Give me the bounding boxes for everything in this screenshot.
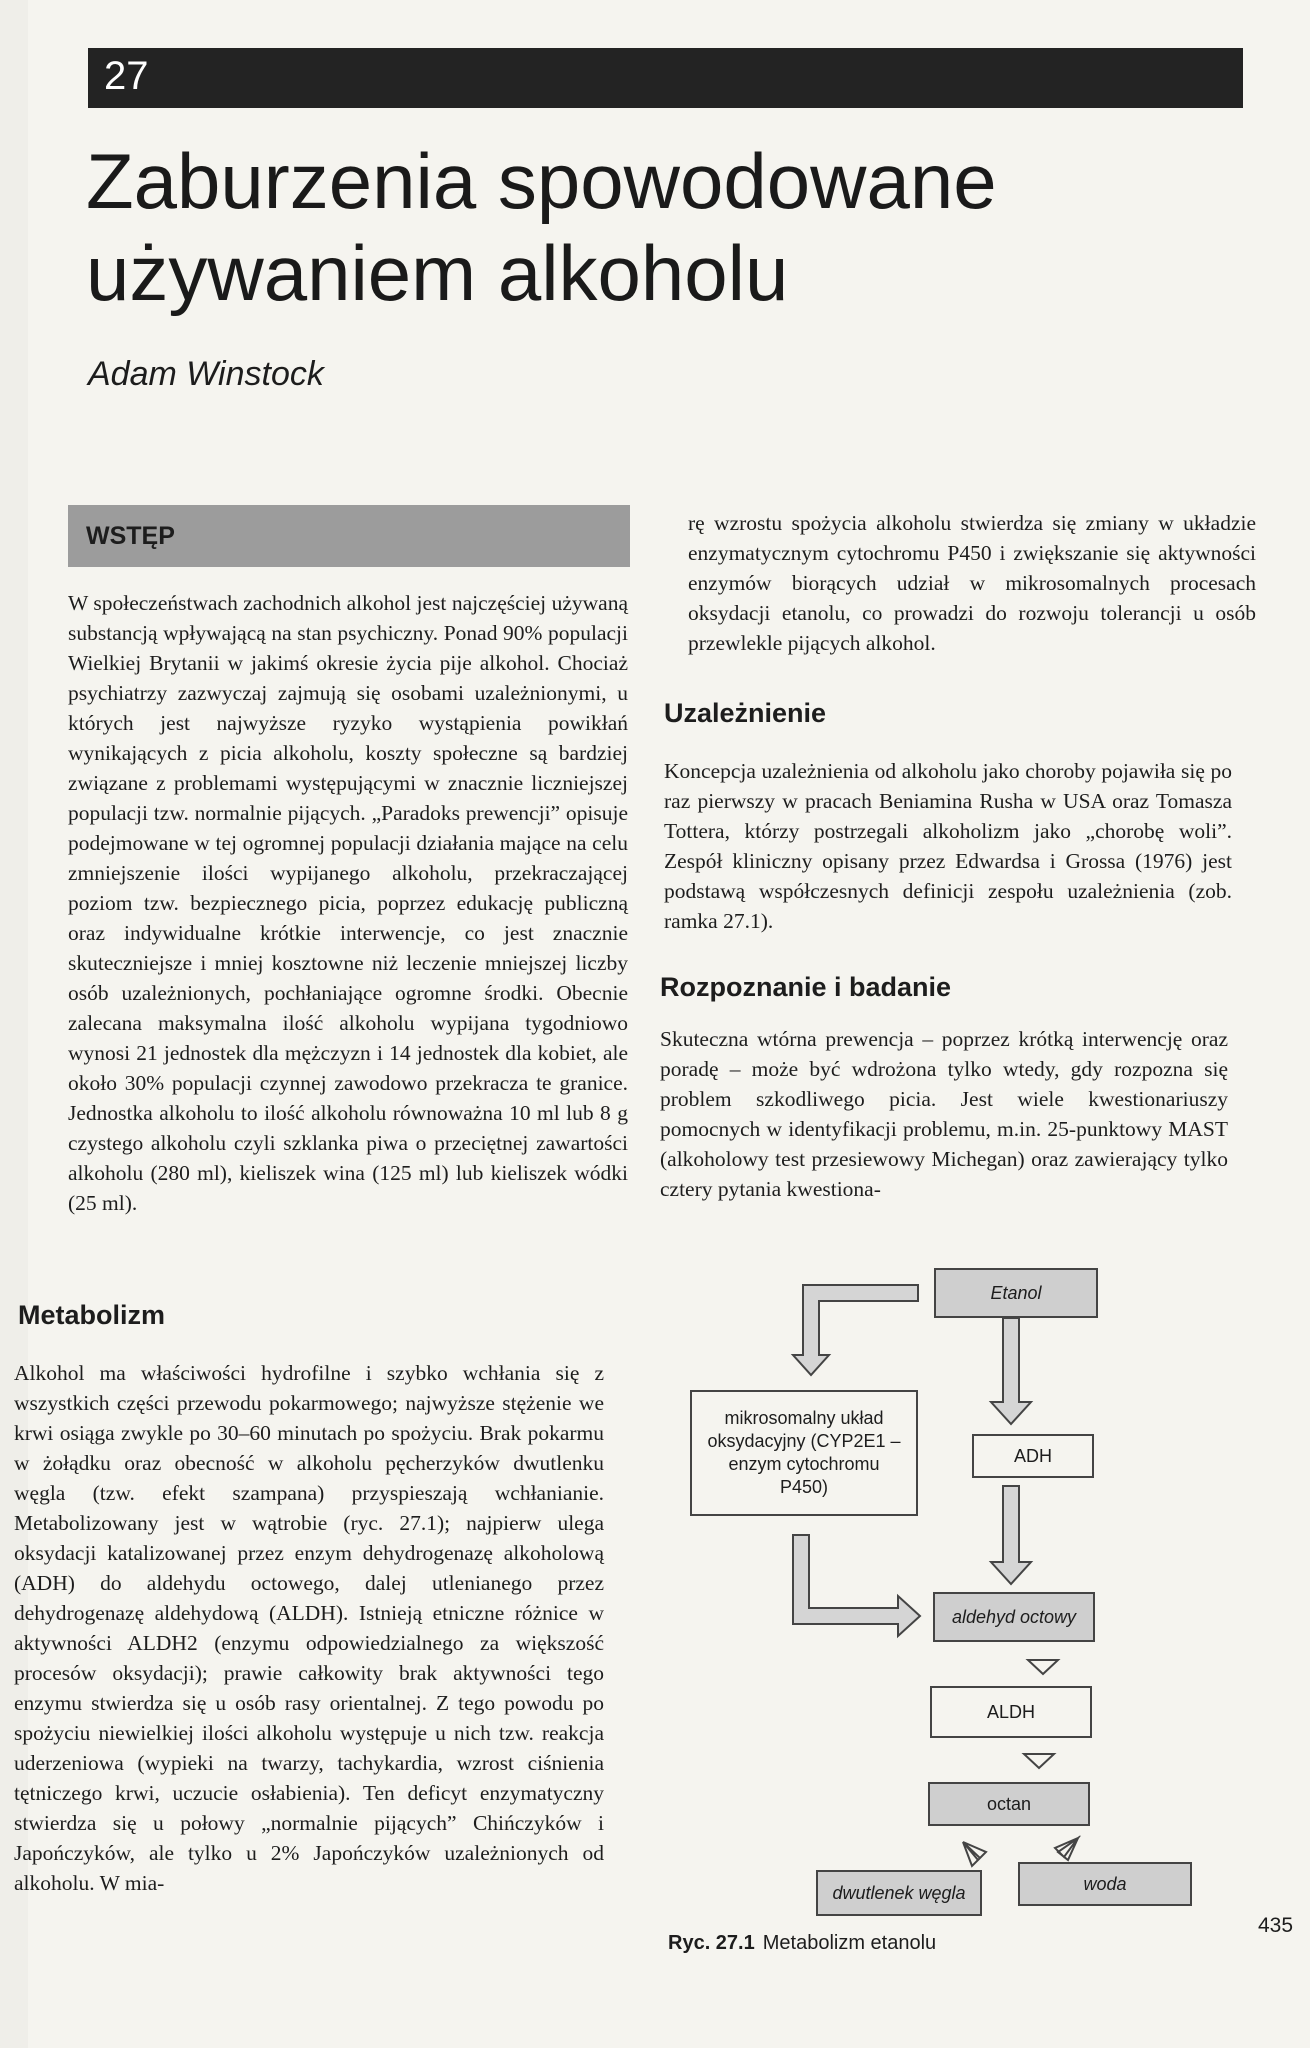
- arrow-etanol-to-adh: [991, 1318, 1031, 1424]
- arrow-acetate-to-water: [1055, 1838, 1078, 1860]
- diagnosis-paragraph: Skuteczna wtórna prewencja – poprzez krótką interwencję oraz poradę – może być wdrożona tylko wtedy, gdy rozpozna się problem szkodliwego picia. Jest wiele kwestionariuszy pomocnych w identyfikacji problemu, m.in. 25-punktowy MAST (alkoholowy test przesiewowy Michegan) oraz zawierający tylko cztery pytania kwestiona-: [660, 1027, 1228, 1201]
- node-etanol: Etanol: [934, 1268, 1098, 1318]
- author: Adam Winstock: [88, 355, 324, 393]
- chapter-number: 27: [104, 54, 149, 98]
- arrow-etanol-to-microsomal: [793, 1285, 918, 1375]
- node-water: woda: [1018, 1862, 1192, 1906]
- node-co2: dwutlenek węgla: [816, 1870, 982, 1916]
- caption-text: Metabolizm etanolu: [762, 1932, 937, 1954]
- node-microsomal: mikrosomalny układ oksydacyjny (CYP2E1 – enzym cytochromu P450): [690, 1390, 918, 1516]
- arrow-aldh-to-acetate: [1024, 1754, 1054, 1768]
- right-top-paragraph: rę wzrostu spożycia alkoholu stwierdza się zmiany w układzie enzymatycznym cytochromu P450 i zwiększanie się aktywności enzymów biorących udział w mikrosomalnych procesach oksydacji etanolu, co prowadzi do rozwoju tolerancji u osób przewlekle pijących alkohol.: [688, 511, 1256, 655]
- intro-paragraph: W społeczeństwach zachodnich alkohol jest najczęściej używaną substancją wpływającą na stan psychiczny. Ponad 90% populacji Wielkiej Brytanii w jakimś okresie życia pije alkohol. Chociaż psychiatrzy zazwyczaj zajmują się osobami uzależnionymi, u których jest najwyższe ryzyko wystąpienia powikłań wynikających z picia alkoholu, koszty społeczne są bardziej związane z problemami występującymi w znacznie liczniejszej populacji tzw. normalnie pijących. „Paradoks prewencji” opisuje podejmowane w tej ogromnej populacji działania mające na celu zmniejszenie ilości wypijanego alkoholu, przekraczającej poziom tzw. bezpiecznego picia, poprzez edukację publiczną oraz indywidualne krótkie interwencje, co jest znacznie skuteczniejsze i mniej kosztowne niż leczenie mniejszej liczby osób uzależnionych, pochłaniające ogromne środki. Obecnie zalecana maksymalna ilość alkoholu wypijana tygodniowo wynosi 21 jednostek dla mężczyzn i 14 jednostek dla kobiet, ale około 30% populacji czynnej zawodowo przekracza te granice. Jednostka alkoholu to ilość alkoholu równoważna 10 ml lub 8 g czystego alkoholu czyli szklanka piwa o przeciętnej zawartości alkoholu (280 ml), kieliszek wina (125 ml) lub kieliszek wódki (25 ml).: [68, 591, 628, 1215]
- intro-heading: WSTĘP: [86, 522, 175, 550]
- arrow-microsomal-to-aldehyde: [793, 1535, 920, 1636]
- caption-label: Ryc. 27.1: [668, 1932, 755, 1954]
- node-adh: ADH: [972, 1434, 1094, 1478]
- title-line-1: Zaburzenia spowodowane: [86, 137, 997, 225]
- node-aldehyde: aldehyd octowy: [933, 1592, 1095, 1642]
- dependence-paragraph: Koncepcja uzależnienia od alkoholu jako choroby pojawiła się po raz pierwszy w pracach Beniamina Rusha w USA oraz Tomasza Tottera, którzy postrzegali alkoholizm jako „chorobę woli”. Zespół kliniczny opisany przez Edwardsa i Grossa (1976) jest podstawą współczesnych definicji zespołu uzależnienia (zob. ramka 27.1).: [664, 759, 1232, 933]
- book-page: [14, 0, 1310, 2048]
- diagnosis-heading: Rozpoznanie i badanie: [660, 972, 952, 1002]
- arrow-adh-to-aldehyde: [991, 1486, 1031, 1584]
- page-number: 435: [1258, 1914, 1294, 1937]
- diagram-arrows: [28, 0, 1310, 2048]
- arrow-acetate-to-co2: [963, 1842, 986, 1866]
- node-acetate: octan: [928, 1782, 1090, 1826]
- figure-caption: [668, 1932, 936, 1955]
- title-line-2: używaniem alkoholu: [86, 229, 789, 317]
- node-aldh: ALDH: [930, 1686, 1092, 1738]
- dependence-heading: Uzależnienie: [664, 698, 827, 728]
- metabolism-paragraph: Alkohol ma właściwości hydrofilne i szybko wchłania się z wszystkich części przewodu pokarmowego; najwyższe stężenie we krwi osiąga zwykle po 30–60 minutach po spożyciu. Brak pokarmu w żołądku oraz obecność w alkoholu pęcherzyków dwutlenku węgla (tzw. efekt szampana) przyspieszają wchłanianie. Metabolizowany jest w wątrobie (ryc. 27.1); najpierw ulega oksydacji katalizowanej przez enzym dehydrogenazę alkoholową (ADH) do aldehydu octowego, dalej utlenianego przez dehydrogenazę aldehydową (ALDH). Istnieją etniczne różnice w aktywności ALDH2 (enzymu odpowiedzialnego za większość procesów oksydacji); prawie całkowity brak aktywności tego enzymu stwierdza się u osób rasy orientalnej. Z tego powodu po spożyciu niewielkiej ilości alkoholu występuje u nich tzw. reakcja uderzeniowa (wypieki na twarzy, tachykardia, wzrost ciśnienia tętniczego krwi, uczucie osłabienia). Ten deficyt enzymatyczny stwierdza się u połowy „normalnie pijących” Chińczyków i Japończyków, ale tylko u 2% Japończyków uzależnionych od alkoholu. W mia-: [14, 1361, 604, 1895]
- metabolism-heading: Metabolizm: [18, 1300, 166, 1330]
- arrow-aldehyde-to-aldh: [1028, 1660, 1058, 1674]
